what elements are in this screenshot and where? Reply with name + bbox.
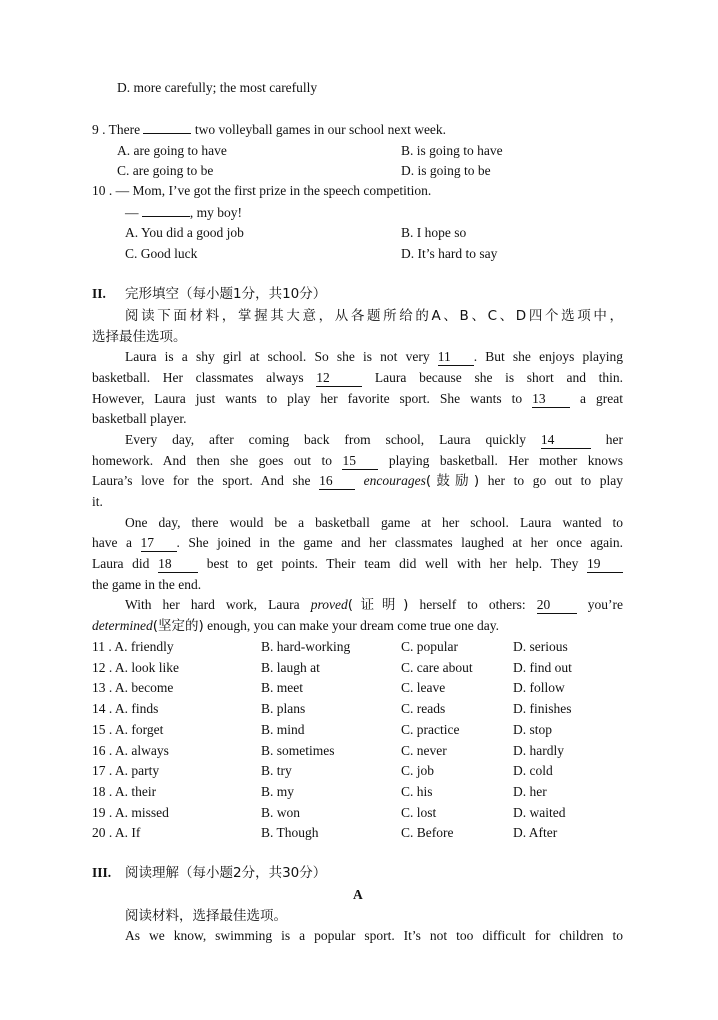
q9-stem-pre: 9 . There	[92, 122, 144, 137]
p4-line1-tail: you’re	[576, 597, 624, 612]
option-12-a: 12 . A. look like	[92, 659, 179, 675]
p2-line1-text: Every day, after coming back from school, Laura quickly	[125, 432, 541, 447]
p3-line2-tail: . She joined in the game and her classmates laughed at her once again.	[176, 535, 623, 550]
section3-title: 阅读理解（每小题2分，共30分）	[125, 865, 327, 881]
option-13-c: C. leave	[401, 680, 446, 696]
option-12-c: C. care about	[401, 659, 473, 675]
option-14-b: B. plans	[261, 701, 306, 717]
option-11-a: 11 . A. friendly	[92, 639, 174, 654]
q10-reply-post: , my boy!	[189, 205, 242, 220]
option-17-c: C. job	[401, 763, 435, 779]
option-16-b: B. sometimes	[261, 742, 335, 758]
option-18-d: D. her	[513, 783, 547, 799]
option-15-a: 15 . A. forget	[92, 721, 164, 737]
option-15-c: C. practice	[401, 721, 460, 737]
p3-line3-mid: best to get points. Their team did well with her help. They	[198, 556, 587, 571]
section2-title: 完形填空（每小题1分，共10分）	[125, 286, 327, 302]
option-14-d: D. finishes	[513, 701, 572, 717]
option-17-b: B. try	[261, 763, 292, 779]
p2-line1	[125, 430, 623, 450]
blank-18: 18	[158, 556, 198, 573]
q10-blank	[142, 216, 190, 217]
word-proved: proved	[310, 597, 348, 612]
p3-line3	[92, 554, 623, 574]
q10-option-d: D. It’s hard to say	[401, 246, 498, 261]
option-17-a: 17 . A. party	[92, 763, 160, 779]
p4-line1-mid: herself to others:	[408, 597, 537, 612]
p1-line1-text: Laura is a shy girl at school. So she is not very	[125, 349, 438, 364]
blank-19: 19	[587, 556, 623, 573]
option-15-d: D. stop	[513, 721, 553, 737]
p1-line1-tail: . But she enjoys playing	[473, 349, 623, 364]
q9-option-d: D. is going to be	[401, 163, 491, 178]
option-13-d: D. follow	[513, 680, 565, 696]
p3-line4: the game in the end.	[92, 577, 202, 592]
p4-line1-text: With her hard work, Laura	[125, 597, 311, 612]
p3-line2-text: have a	[92, 535, 141, 550]
p3-line2	[92, 533, 623, 553]
option-11-b: B. hard-working	[261, 639, 351, 654]
option-11-d: D. serious	[513, 639, 568, 654]
q9-option-c: C. are going to be	[117, 163, 214, 178]
p2-line3-tail: her to go out to play	[479, 473, 623, 488]
blank-12: 12	[316, 370, 362, 387]
q9-option-b: B. is going to have	[401, 143, 503, 158]
q10-reply	[125, 203, 242, 223]
p2-line2	[92, 451, 623, 471]
q9-stem-post: two volleyball games in our school next week.	[191, 122, 447, 137]
p1-line1	[125, 347, 623, 367]
p4-line1	[125, 595, 623, 615]
option-16-c: C. never	[401, 742, 447, 758]
section2-instruction-line2: 选择最佳选项。	[92, 329, 187, 345]
p2-line4: it.	[92, 494, 103, 509]
p1-line2	[92, 368, 623, 388]
option-16-a: 16 . A. always	[92, 742, 169, 758]
p1-line4: basketball player.	[92, 411, 187, 426]
q10-option-a: A. You did a good job	[125, 225, 244, 240]
p4-line2-tail: enough, you can make your dream come true one day.	[203, 618, 500, 633]
p1-line3-tail: a great	[570, 391, 623, 406]
option-13-b: B. meet	[261, 680, 303, 696]
q10-option-b: B. I hope so	[401, 225, 467, 240]
p1-line3	[92, 389, 623, 409]
section2-instruction-line1: 阅读下面材料，掌握其大意，从各题所给的A、B、C、D四个选项中，	[125, 308, 623, 324]
q10-reply-pre: —	[125, 205, 142, 220]
blank-14: 14	[541, 432, 591, 449]
blank-16: 16	[319, 473, 355, 490]
p1-line2-tail: Laura because she is short and thin.	[362, 370, 623, 385]
p2-line1-tail: her	[590, 432, 623, 447]
gloss-determined: (坚定的)	[152, 618, 204, 634]
option-20-c: C. Before	[401, 825, 454, 841]
option-18-b: B. my	[261, 783, 295, 799]
option-19-b: B. won	[261, 804, 301, 820]
option-18-a: 18 . A. their	[92, 783, 157, 799]
gloss-encourages: (鼓励)	[425, 473, 480, 489]
section3-instruction: 阅读材料，选择最佳选项。	[125, 908, 287, 924]
q8-option-d: D. more carefully; the most carefully	[117, 80, 318, 95]
option-20-b: B. Though	[261, 825, 319, 841]
option-11-c: C. popular	[401, 639, 458, 654]
option-14-c: C. reads	[401, 701, 446, 717]
blank-17: 17	[141, 535, 177, 552]
p2-line3-text: Laura’s love for the sport. And she	[92, 473, 320, 488]
blank-11: 11	[438, 349, 474, 366]
q10-option-c: C. Good luck	[125, 246, 198, 261]
option-12-d: D. find out	[513, 659, 572, 675]
gloss-proved: (证明)	[347, 597, 409, 613]
option-18-c: C. his	[401, 783, 433, 799]
p4-line2	[92, 616, 499, 636]
section3-part-label: A	[353, 887, 363, 902]
section3-passage-line1: As we know, swimming is a popular sport. It’s not too difficult for children to	[125, 928, 623, 943]
option-15-b: B. mind	[261, 721, 305, 737]
q9-option-a: A. are going to have	[117, 143, 227, 158]
p3-line3-text: Laura did	[92, 556, 159, 571]
option-20-a: 20 . A. If	[92, 825, 141, 841]
p3-line1: One day, there would be a basketball game at her school. Laura wanted to	[125, 515, 623, 530]
option-13-a: 13 . A. become	[92, 680, 174, 696]
word-encourages: encourages	[363, 473, 426, 488]
q10-stem: 10 . — Mom, I’ve got the first prize in the speech competition.	[92, 183, 432, 198]
section3-number: III.	[92, 865, 112, 880]
option-16-d: D. hardly	[513, 742, 564, 758]
p2-line3	[92, 471, 623, 491]
blank-13: 13	[532, 391, 570, 408]
option-20-d: D. After	[513, 825, 558, 841]
option-19-a: 19 . A. missed	[92, 804, 169, 820]
section2-number: II.	[92, 286, 106, 301]
blank-20: 20	[537, 597, 577, 614]
word-determined: determined	[92, 618, 153, 633]
p2-line2-text: homework. And then she goes out to	[92, 453, 343, 468]
blank-15: 15	[342, 453, 378, 470]
p1-line2-text: basketball. Her classmates always	[92, 370, 317, 385]
option-14-a: 14 . A. finds	[92, 701, 159, 717]
p1-line3-text: However, Laura just wants to play her favorite sport. She wants to	[92, 391, 533, 406]
option-19-d: D. waited	[513, 804, 566, 820]
q9-blank	[143, 133, 191, 134]
option-12-b: B. laugh at	[261, 659, 320, 675]
option-19-c: C. lost	[401, 804, 437, 820]
option-17-d: D. cold	[513, 763, 553, 779]
p2-line2-tail: playing basketball. Her mother knows	[378, 453, 623, 468]
q9-stem	[92, 120, 446, 140]
